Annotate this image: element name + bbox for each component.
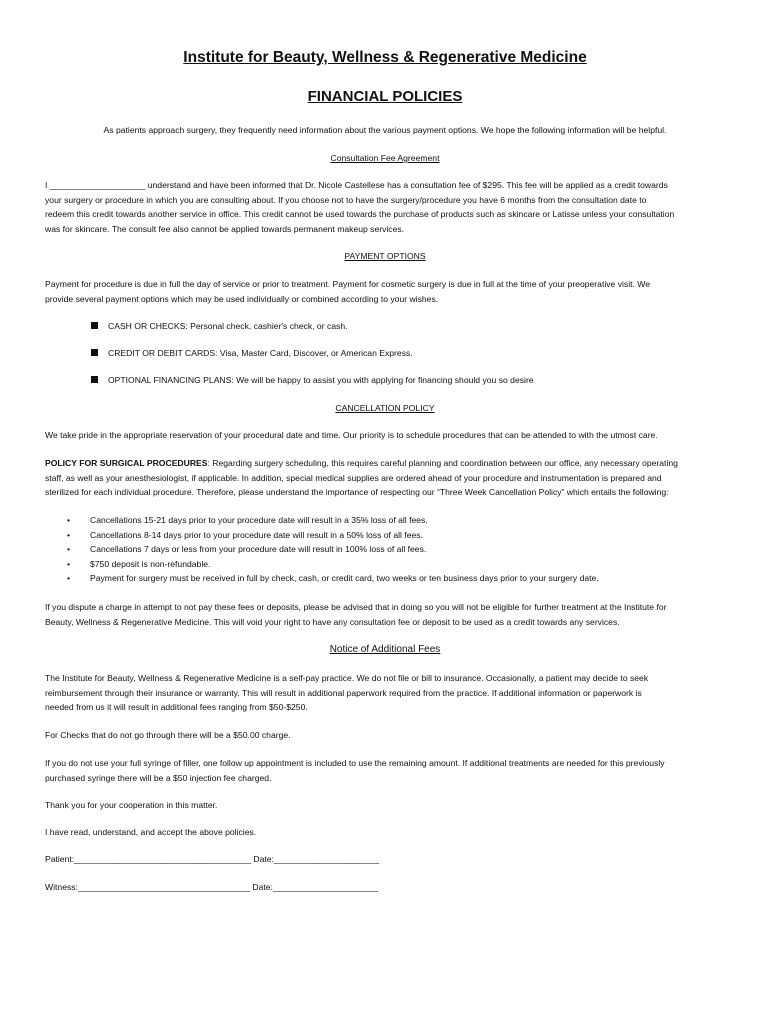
payment-option-item: CREDIT OR DEBIT CARDS: Visa, Master Card, Discover, or American Express. <box>91 347 731 359</box>
square-bullet-icon <box>91 349 98 356</box>
list-item: • Cancellations 7 days or less from your procedure date will result in 100% loss of all fees. <box>67 542 727 557</box>
filler-line: purchased syringe there will be a $50 injection fee charged. <box>45 772 272 783</box>
intro-paragraph: As patients approach surgery, they frequently need information about the various payment options. We hope the following information will be helpful. <box>103 125 667 135</box>
list-item: • Cancellations 8-14 days prior to your procedure date will result in a 50% loss of all fees. <box>67 528 727 543</box>
checks-fee-line: For Checks that do not go through there will be a $50.00 charge. <box>45 730 291 740</box>
square-bullet-icon <box>91 376 98 383</box>
list-item: • Payment for surgery must be received in full by check, cash, or credit card, two weeks or ten business days prior to your surgery date. <box>67 571 727 586</box>
payment-option-item: OPTIONAL FINANCING PLANS: We will be happy to assist you with applying for financing should you so desire <box>91 374 731 386</box>
thanks-line: Thank you for your cooperation in this matter. <box>45 800 218 810</box>
square-bullet-icon <box>91 322 98 329</box>
bullet-icon: • <box>67 529 71 540</box>
cancellation-intro: We take pride in the appropriate reservation of your procedural date and time. Our priority is to schedule procedures that can be attended to with the utmost care. <box>45 430 658 440</box>
bullet-icon: • <box>67 558 71 569</box>
payment-heading: PAYMENT OPTIONS <box>344 251 426 261</box>
self-pay-line: The Institute for Beauty, Wellness & Regenerative Medicine is a self-pay practice. We do not file or bill to insurance. Occasionally, a patient may decide to seek <box>45 673 649 683</box>
bullet-icon: • <box>67 544 71 554</box>
payment-line: Payment for procedure is due in full the day of service or prior to treatment. Payment for cosmetic surgery is due in full at the time of your preoperative visit. We <box>45 279 651 289</box>
bullet-icon: • <box>67 515 71 525</box>
consultation-line: redeem this credit towards another service in office. This credit cannot be used towards the purchase of products such as skincare or Latisse unless your consultation <box>45 209 675 219</box>
witness-signature-line[interactable]: Witness:____________________________________ Date:______________________ <box>45 882 379 892</box>
self-pay-paragraph <box>45 671 725 715</box>
surgical-policy-label: POLICY FOR SURGICAL PROCEDURES <box>45 458 208 468</box>
payment-line: provide several payment options which may be used individually or combined according to your wishes. <box>45 293 439 304</box>
self-pay-line: reimbursement through their insurance or warranty. This will result in additional paperwork required from the practice. If additional information or paperwork is <box>45 687 642 698</box>
list-item: • $750 deposit is non-refundable. <box>67 557 727 572</box>
consultation-heading: Consultation Fee Agreement <box>330 153 440 163</box>
cancellation-heading: CANCELLATION POLICY <box>335 403 435 413</box>
dispute-line: Beauty, Wellness & Regenerative Medicine. This will void your right to have any consultation fee or deposit to be used as a credit towards any services. <box>45 616 620 627</box>
dispute-line: If you dispute a charge in attempt to not pay these fees or deposits, please be advised that in doing so you will not be eligible for further treatment at the Institute for <box>45 602 667 612</box>
payment-paragraph <box>45 277 725 306</box>
accept-line: I have read, understand, and accept the above policies. <box>45 827 257 837</box>
consultation-line: I ____________________ understand and have been informed that Dr. Nicole Castellese has a consultation fee of $295. This fee will be applied as a credit towards <box>45 180 668 190</box>
document-subtitle: FINANCIAL POLICIES <box>307 88 463 105</box>
surgical-policy-paragraph: POLICY FOR SURGICAL PROCEDURES: Regarding surgery scheduling, this requires careful planning and coordination between our office, any necessary operating staff, as well as your anesthesiologist, if applicable. In addition, special medical supplies are ordered ahead of your procedure and instrumentation is prepared and sterilized for each individual procedure. Therefore, please understand the importance of respecting our “Three Week Cancellation Policy” which entails the following: <box>45 456 725 500</box>
consultation-paragraph <box>45 178 725 236</box>
surgical-line: staff, as well as your anesthesiologist, if applicable. In addition, special medical supplies are ordered ahead of your procedure and instrumentation is prepared and <box>45 472 662 483</box>
filler-line: If you do not use your full syringe of filler, one follow up appointment is included to use the remaining amount. If additional treatments are needed for this previously <box>45 758 665 768</box>
surgical-line: sterilized for each individual procedure. Therefore, please understand the importance of respecting our “Three Week Cancellation Policy” which entails the following: <box>45 487 669 497</box>
payment-option-item: CASH OR CHECKS: Personal check, cashier's check, or cash. <box>91 320 731 332</box>
dispute-paragraph <box>45 600 725 629</box>
consultation-line: was for skincare. The consult fee also cannot be applied towards permanent makeup services. <box>45 223 405 234</box>
notice-heading: Notice of Additional Fees <box>329 644 441 655</box>
consultation-line: your surgery or procedure in which you are consulting about. If you choose not to have the surgery/procedure you have 6 months from the consultation date to <box>45 194 647 205</box>
cancellation-bullets <box>67 513 727 586</box>
document-title: Institute for Beauty, Wellness & Regenerative Medicine <box>183 49 587 66</box>
self-pay-line: needed from us it will result in additional fees ranging from $50-$250. <box>45 702 308 712</box>
patient-signature-line[interactable]: Patient:_____________________________________ Date:______________________ <box>45 854 380 864</box>
bullet-icon: • <box>67 573 71 583</box>
filler-paragraph <box>45 756 725 785</box>
list-item: • Cancellations 15-21 days prior to your procedure date will result in a 35% loss of all fees. <box>67 513 727 528</box>
